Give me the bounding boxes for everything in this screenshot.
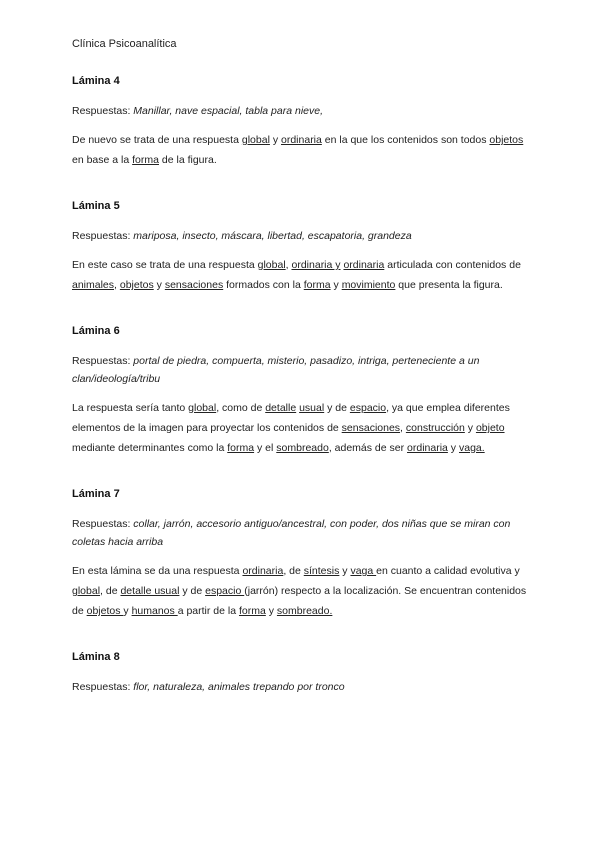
underlined-term: ordinaria (242, 565, 284, 577)
paragraph-text: , además de ser (328, 442, 408, 454)
paragraph-text: y (269, 134, 281, 146)
analysis-paragraph (72, 398, 528, 458)
paragraph-text: , de (100, 585, 121, 597)
responses-line (72, 678, 528, 696)
paragraph-text: , (114, 279, 120, 291)
paragraph-text: y (265, 605, 277, 617)
underlined-term: detalle usual (120, 585, 180, 597)
paragraph-text: articulada con contenidos de (384, 259, 521, 271)
paragraph-text: y (339, 565, 351, 577)
paragraph-text: de la figura. (158, 154, 217, 166)
responses-line (72, 227, 528, 245)
lamina-section (72, 651, 528, 696)
underlined-term: objetos (119, 279, 154, 291)
underlined-term: forma (132, 154, 159, 166)
paragraph-text: La respuesta sería tanto (72, 402, 189, 414)
paragraph-text: y (123, 605, 132, 617)
lamina-section (72, 75, 528, 170)
underlined-term: sombreado. (276, 605, 333, 617)
underlined-term: usual (299, 402, 325, 414)
responses-items: mariposa, insecto, máscara, libertad, escapatoria, grandeza (133, 230, 412, 242)
paragraph-text: en la que los contenidos son todos (321, 134, 490, 146)
paragraph-text: y (447, 442, 459, 454)
paragraph-text: y (153, 279, 165, 291)
responses-line (72, 352, 528, 388)
underlined-term: humanos (131, 605, 178, 617)
responses-label: Respuestas: (72, 105, 131, 117)
underlined-term: vaga. (458, 442, 485, 454)
paragraph-text: , de (283, 565, 304, 577)
lamina-section (72, 325, 528, 458)
underlined-term: síntesis (303, 565, 340, 577)
paragraph-text: , (285, 259, 292, 271)
paragraph-text: De nuevo se trata de una respuesta (72, 134, 242, 146)
underlined-term: global (241, 134, 270, 146)
responses-label: Respuestas: (72, 518, 131, 530)
responses-line (72, 102, 528, 120)
underlined-term: forma (227, 442, 255, 454)
responses-items: Manillar, nave espacial, tabla para nieve, (133, 105, 323, 117)
responses-items: portal de piedra, compuerta, misterio, pasadizo, intriga, perteneciente a un clan/ideología/tribu (72, 355, 480, 385)
paragraph-text: (jarrón) respecto a la localización. Se encuentran contenidos de (72, 585, 527, 617)
underlined-term: sensaciones (341, 422, 401, 434)
paragraph-text: en base a la (72, 154, 133, 166)
paragraph-text: y de (324, 402, 350, 414)
paragraph-text: a partir de la (177, 605, 239, 617)
paragraph-text: y de (179, 585, 206, 597)
underlined-term: sensaciones (164, 279, 224, 291)
paragraph-text: y (464, 422, 476, 434)
underlined-term: ordinaria (343, 259, 385, 271)
underlined-term: espacio (205, 585, 245, 597)
analysis-paragraph (72, 561, 528, 621)
paragraph-text: , ya que emplea diferentes elementos de la imagen para proyectar los contenidos de (72, 402, 510, 434)
responses-label: Respuestas: (72, 230, 131, 242)
underlined-term: global (257, 259, 286, 271)
underlined-term: global (72, 585, 101, 597)
responses-label: Respuestas: (72, 355, 131, 367)
paragraph-text: , (400, 422, 406, 434)
underlined-term: global (188, 402, 217, 414)
responses-items: collar, jarrón, accesorio antiguo/ancestral, con poder, dos niñas que se miran con coletas hacia arriba (72, 518, 511, 548)
responses-label: Respuestas: (72, 681, 131, 693)
paragraph-text: En esta lámina se da una respuesta (72, 565, 243, 577)
analysis-paragraph (72, 255, 528, 295)
underlined-term: objetos (489, 134, 524, 146)
section-title: Lámina 7 (72, 488, 120, 500)
section-title: Lámina 5 (72, 200, 120, 212)
running-header: Clínica Psicoanalítica (72, 38, 177, 50)
section-title: Lámina 4 (72, 75, 120, 87)
lamina-section (72, 488, 528, 621)
paragraph-text: y (330, 279, 342, 291)
paragraph-text: y el (254, 442, 277, 454)
underlined-term: animales (72, 279, 115, 291)
underlined-term: forma (238, 605, 266, 617)
underlined-term: movimiento (341, 279, 396, 291)
underlined-term: ordinaria (281, 134, 322, 146)
underlined-term: objetos (86, 605, 124, 617)
paragraph-text: mediante determinantes como la (72, 442, 228, 454)
underlined-term: ordinaria y (291, 259, 341, 271)
underlined-term: ordinaria (407, 442, 448, 454)
paragraph-text: en cuanto a calidad evolutiva y (376, 565, 520, 577)
underlined-term: forma (303, 279, 331, 291)
paragraph-text: , como de (216, 402, 266, 414)
underlined-term: objeto (475, 422, 505, 434)
sections-container (72, 75, 528, 696)
underlined-term: construcción (405, 422, 465, 434)
underlined-term: espacio (349, 402, 387, 414)
paragraph-text: formados con la (223, 279, 304, 291)
paragraph-text: que presenta la figura. (395, 279, 503, 291)
responses-items: flor, naturaleza, animales trepando por tronco (133, 681, 345, 693)
analysis-paragraph (72, 130, 528, 170)
section-title: Lámina 8 (72, 651, 120, 663)
underlined-term: detalle (265, 402, 297, 414)
underlined-term: sombreado (276, 442, 329, 454)
paragraph-text: En este caso se trata de una respuesta (72, 259, 258, 271)
lamina-section (72, 200, 528, 295)
responses-line (72, 515, 528, 551)
underlined-term: vaga (350, 565, 377, 577)
section-title: Lámina 6 (72, 325, 120, 337)
